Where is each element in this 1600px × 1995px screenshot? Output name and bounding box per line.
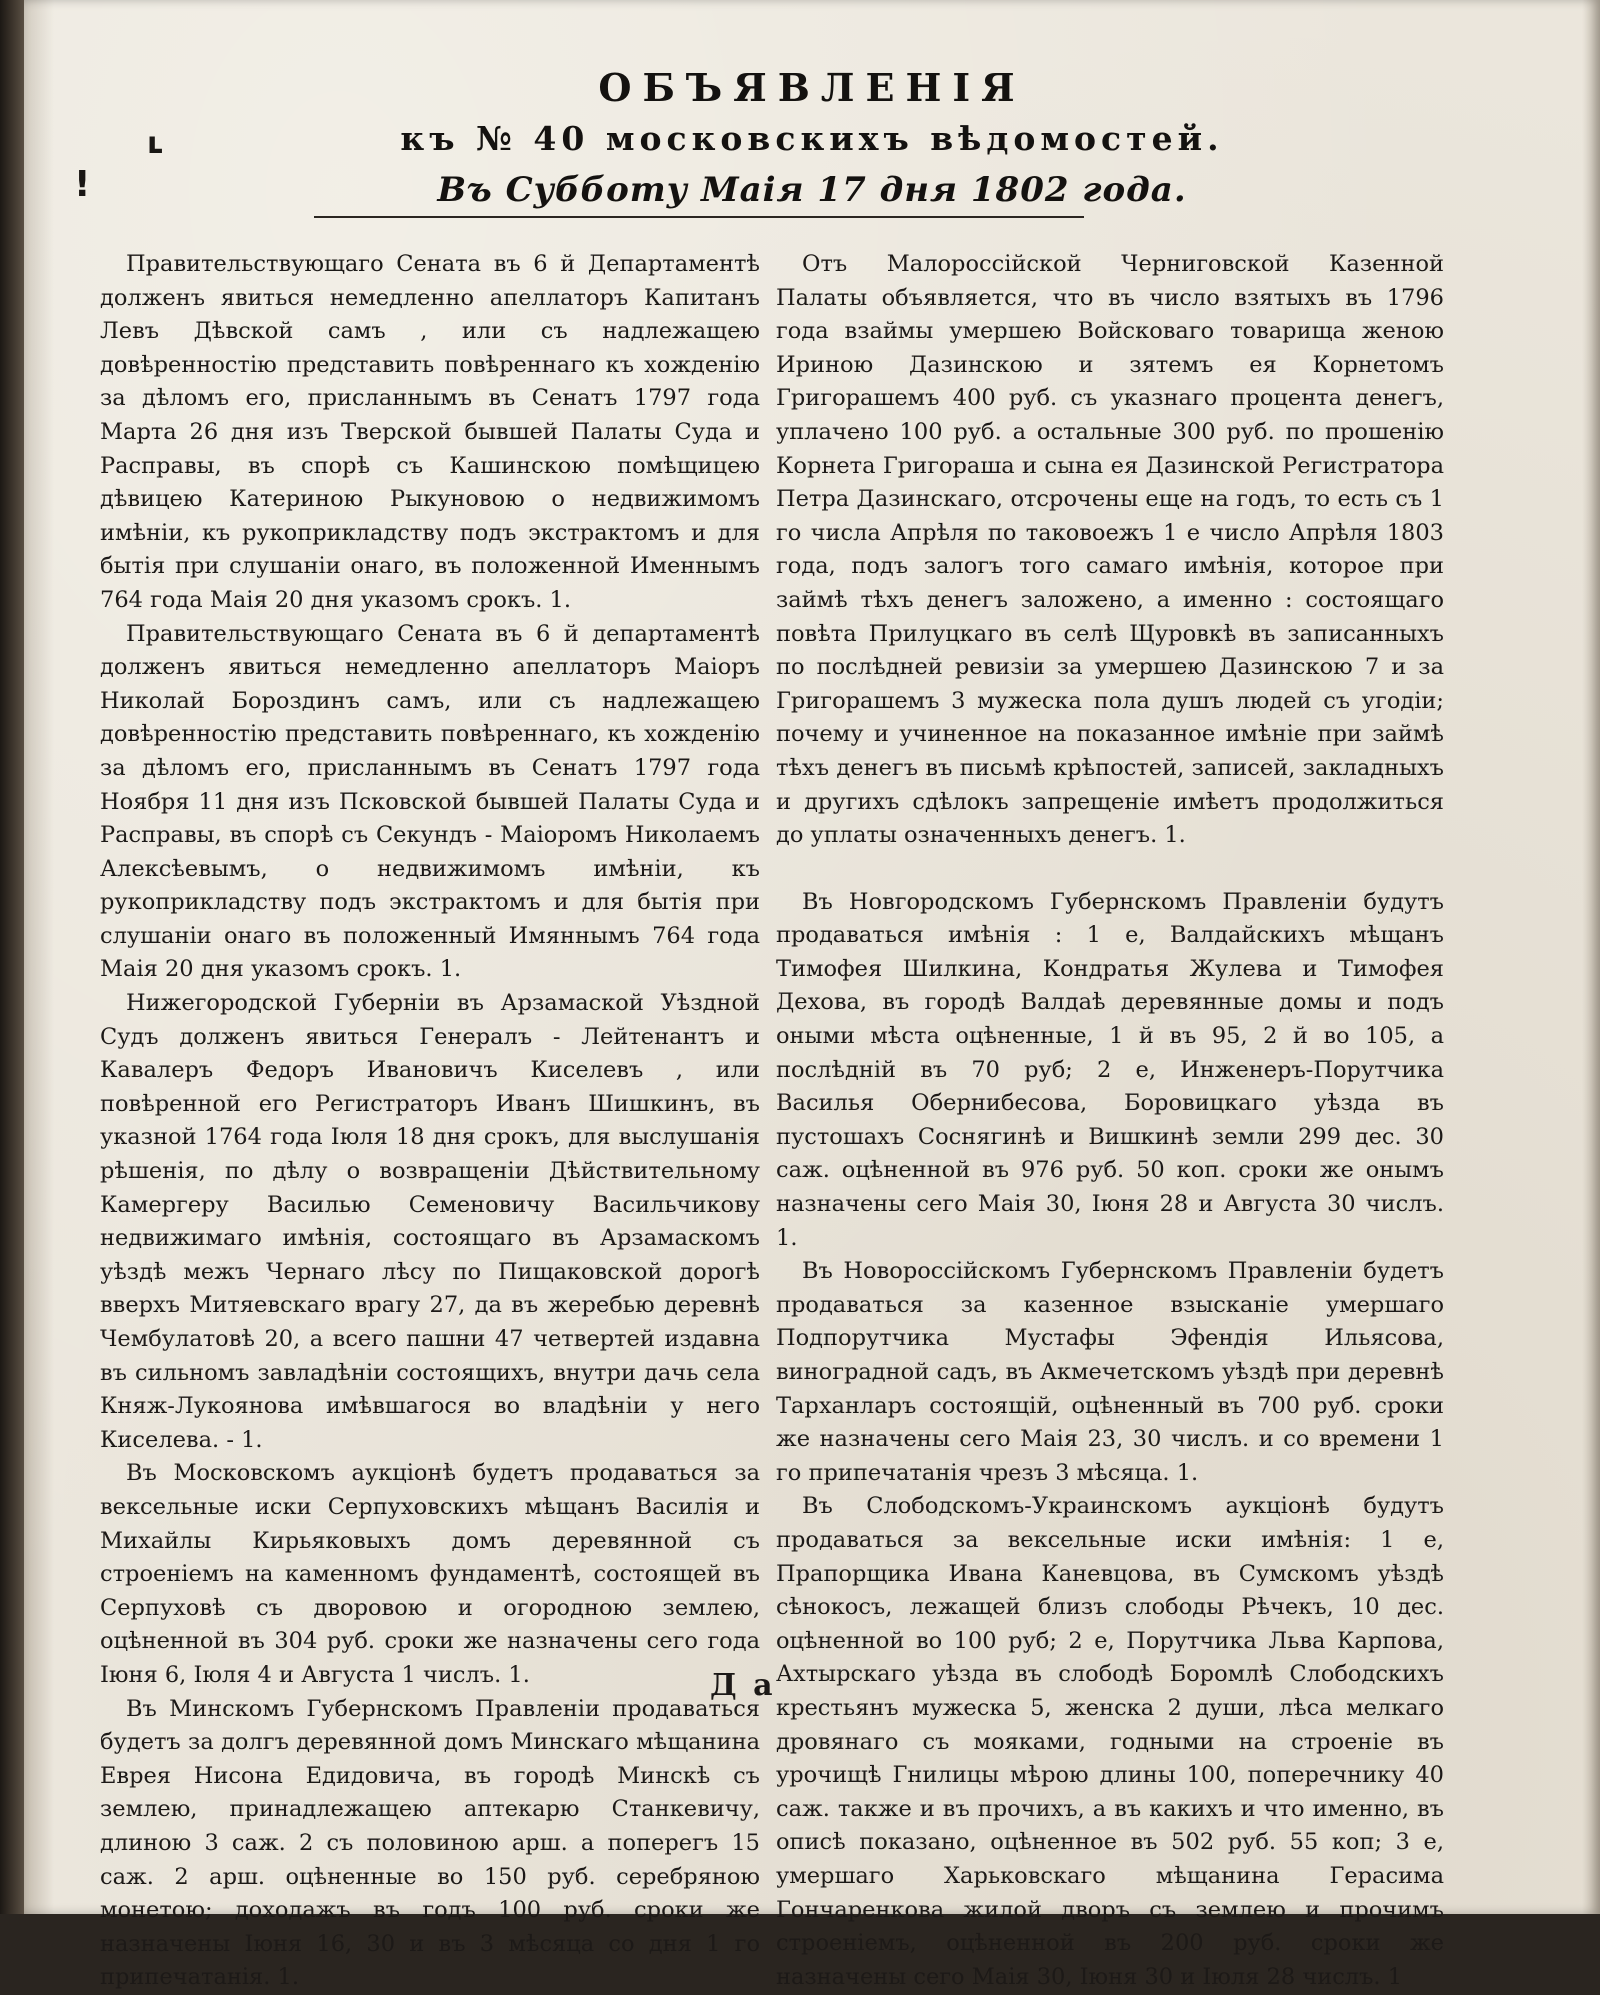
notice-paragraph: Нижегородской Губерніи въ Арзамаской Уѣздной Судъ долженъ явиться Генералъ - Лейтенантъ и Кавалеръ Федоръ Ивановичъ Киселевъ , или повѣренной его Регистраторъ Иванъ Шишкинъ, въ указной 1764 года Іюля 18 дня срокъ, для выслушанія рѣшенія, по дѣлу о возвращеніи Дѣйствительному Камергеру Василью Семеновичу Васильчикову недвижимаго имѣнія, состоящаго въ Арзамаскомъ уѣздѣ межъ Чернаго лѣсу по Пищаковской дорогѣ вверхъ Митяевскаго врагу 27, да въ жеребью деревнѣ Чембулатовѣ 20, а всего пашни 47 четвертей издавна въ сильномъ завладѣніи состоящихъ, внутри дачь села Княж-Лукоянова имѣвшагося во владѣніи у него Киселева. - 1. — [100, 990, 760, 1453]
page-edge-shadow — [1582, 0, 1600, 1914]
book-spine — [0, 0, 24, 1914]
notice-paragraph: Въ Слободскомъ-Украинскомъ аукціонѣ будутъ продаваться за вексельные иски имѣнія: 1 е, Прапорщика Ивана Каневцова, въ Сумскомъ уѣздѣ сѣнокосъ, лежащей близъ слободы Рѣчекъ, 10 дес. оцѣненной во 100 руб; 2 е, Порутчика Льва Карпова, Ахтырскаго уѣзда въ слободѣ Боромлѣ Слободскихъ крестьянъ мужеска 5, женска 2 души, лѣса мелкаго дровянаго съ мояками, годными на строеніе въ урочищѣ Гнилицы мѣрою длины 100, поперечнику 40 саж. также и въ прочихъ, а въ какихъ и что именно, въ описѣ показано, оцѣненное въ 502 руб. 55 коп; 3 е, умершаго Харьковскаго мѣщанина Герасима Гончаренкова жилой дворъ съ землею и прочимъ строеніемъ, оцѣненной въ 200 руб. сроки же назначены сего Маія 30, Іюня 30 и Іюля 28 числъ. 1 — [776, 1493, 1444, 1990]
notice-paragraph: Въ Московскомъ аукціонѣ будетъ продаваться за вексельные иски Серпуховскихъ мѣщанъ Василія и Михайлы Кирьяковыхъ домъ деревянной съ строеніемъ на каменномъ фундаментѣ, состоящей въ Серпуховѣ съ дворовою и огородною землею, оцѣненной въ 304 руб. сроки же назначены сего года Іюня 6, Іюля 4 и Августа 1 числъ. 1. — [100, 1460, 760, 1688]
margin-mark-bottom: ! — [74, 164, 91, 205]
margin-mark-top: ʟ — [147, 126, 164, 161]
newspaper-page — [24, 0, 1600, 1991]
notice-paragraph: Въ Минскомъ Губернскомъ Правленіи продаваться будетъ за долгъ деревянной домъ Минскаго мѣщанина Еврея Нисона Едидовича, въ городѣ Минскѣ съ землею, принадлежащею аптекарю Станкевичу, длиною 3 саж. 2 съ половиною арш. а поперегъ 15 саж. 2 арш. оцѣненные во 150 руб. серебряною монетою; доходажъ въ годъ 100 руб. сроки же назначены Іюня 16, 30 и въ 3 мѣсяца со дня 1 го припечатанія. 1. — [100, 1695, 760, 1991]
notice-paragraph: Правительствующаго Сената въ 6 й Департаментѣ долженъ явиться немедленно апеллаторъ Капитанъ Левъ Дѣвской самъ , или съ надлежащею довѣренностію представить повѣреннаго къ хожденію за дѣломъ его, присланнымъ въ Сенатъ 1797 года Марта 26 дня изъ Тверской бывшей Палаты Суда и Расправы, въ спорѣ съ Кашинскою помѣщицею дѣвицею Катериною Рыкуновою о недвижимомъ имѣніи, къ рукоприкладству подъ экстрактомъ и для бытія при слушаніи онаго, въ положенной Именнымъ 764 года Маія 20 дня указомъ срокъ. 1. — [100, 251, 760, 613]
notice-paragraph: Отъ Малороссійской Черниговской Казенной Палаты объявляется, что въ число взятыхъ въ 1796 года взаймы умершею Войсковаго товарища женою Ириною Дазинскою и зятемъ ея Корнетомъ Григорашемъ 400 руб. съ указнаго процента денегъ, уплачено 100 руб. а остальные 300 руб. по прошенію Корнета Григораша и сына ея Дазинской Регистратора Петра Дазинскаго, отсрочены еще на годъ, то есть съ 1 го числа Апрѣля по таковоежъ 1 е число Апрѣля 1803 года, подъ залогъ того самаго имѣнія, которое при займѣ тѣхъ денегъ заложено, а именно : состоящаго повѣта Прилуцкаго въ селѣ Щуровкѣ въ записанныхъ по послѣдней ревизіи за умершею Дазинскою 7 и за Григорашемъ 3 мужеска пола душъ людей съ угодіи; почему и учиненное на показанное имѣніе при займѣ тѣхъ денегъ въ письмѣ крѣпостей, записей, закладныхъ и другихъ сдѣлокъ запрещеніе имѣетъ продолжиться до уплаты означенныхъ денегъ. 1. — [776, 251, 1444, 849]
notice-paragraph: Въ Новороссійскомъ Губернскомъ Правленіи будетъ продаваться за казенное взысканіе умершаго Подпорутчика Мустафы Эфендія Ильясова, виноградной садъ, въ Акмечетскомъ уѣздѣ при деревнѣ Тарханларъ состоящій, оцѣненный въ 700 руб. сроки же назначены сего Маія 23, 30 числъ. и со времени 1 го припечатанія чрезъ 3 мѣсяца. 1. — [776, 1258, 1444, 1486]
dateline: Въ Субботу Маія 17 дня 1802 года. — [437, 170, 1187, 210]
notice-paragraph: Въ Новгородскомъ Губернскомъ Правленіи будутъ продаваться имѣнія : 1 е, Валдайскихъ мѣщанъ Тимофея Шилкина, Кондратья Жулева и Тимофея Дехова, въ городѣ Валдаѣ деревянные домы и подъ оными мѣста оцѣненные, 1 й въ 95, 2 й во 105, а послѣдній въ 70 руб; 2 е, Инженеръ-Порутчика Василья Обернибесова, Боровицкаго уѣзда въ пустошахъ Соснягинѣ и Вишкинѣ земли 299 дес. 30 саж. оцѣненной въ 976 руб. 50 коп. сроки же онымъ назначены сего Маія 30, Іюня 28 и Августа 30 числъ. 1. — [776, 888, 1444, 1251]
left-column — [100, 248, 760, 1995]
page-subtitle: къ № 40 московскихъ вѣдомостей. — [400, 119, 1224, 158]
catchword: Д а — [710, 1668, 776, 1703]
page-header — [24, 62, 1600, 216]
right-column — [776, 248, 1444, 1994]
header-rule — [314, 216, 1084, 218]
notice-paragraph: Правительствующаго Сената въ 6 й департаментѣ долженъ явиться немедленно апеллаторъ Маіоръ Николай Бороздинъ самъ, или съ надлежащею довѣренностію представить повѣреннаго, къ хожденію за дѣломъ его, присланнымъ въ Сенатъ 1797 года Ноября 11 дня изъ Псковской бывшей Палаты Суда и Расправы, въ спорѣ съ Секундъ - Маіоромъ Николаемъ Алексѣевымъ, о недвижимомъ имѣніи, къ рукоприкладству подъ экстрактомъ и для бытія при слушаніи онаго въ положенный Имяннымъ 764 года Маія 20 дня указомъ срокъ. 1. — [100, 620, 760, 983]
page-title: ОБЪЯВЛЕНІЯ — [598, 65, 1026, 110]
